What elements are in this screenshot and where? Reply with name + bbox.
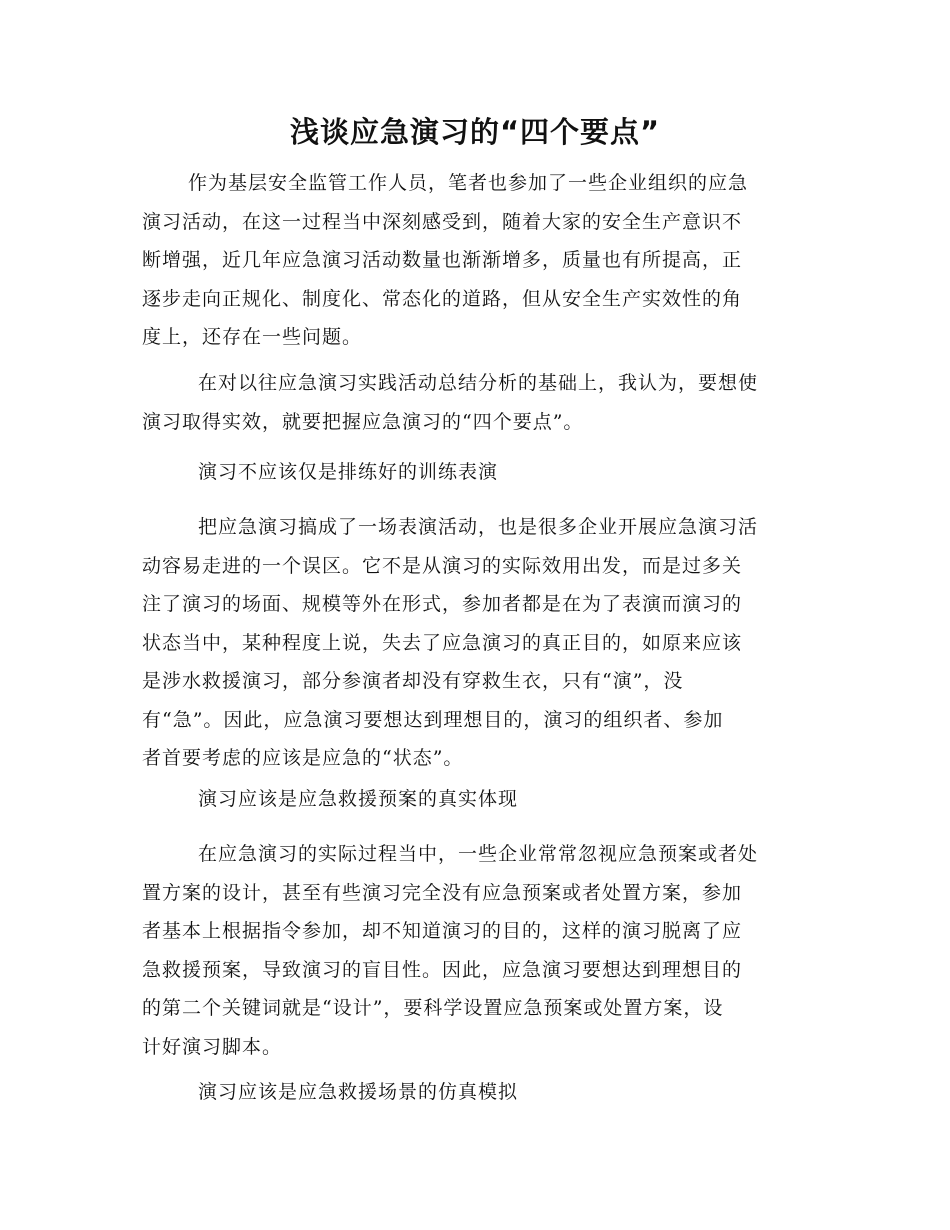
document-title: 浅谈应急演习的“四个要点” — [289, 115, 661, 149]
paragraph-line: 急救援预案，导致演习的盲目性。因此，应急演习要想达到理想目的 — [142, 958, 743, 981]
paragraph-line: 在应急演习的实际过程当中，一些企业常常忽视应急预案或者处 — [198, 843, 759, 865]
section-heading-2 — [142, 780, 808, 819]
paragraph-line: 在对以往应急演习实践活动总结分析的基础上，我认为，要想使 — [198, 372, 759, 394]
paragraph-line: 计好演习脚本。 — [142, 1035, 283, 1058]
paragraph-line: 度上，还存在一些问题。 — [142, 326, 363, 348]
paragraph-line: 注了演习的场面、规模等外在形式，参加者都是在为了表演而演习的 — [142, 593, 743, 615]
section-heading-3 — [142, 1073, 808, 1112]
paragraph-line: 状态当中，某种程度上说，失去了应急演习的真正目的，如原来应该 — [142, 631, 743, 654]
paragraph-line: 把应急演习搞成了一场表演活动，也是很多企业开展应急演习活 — [198, 516, 759, 538]
paragraph-section-1 — [142, 508, 808, 778]
paragraph-line: 置方案的设计，甚至有些演习完全没有应急预案或者处置方案，参加 — [142, 881, 743, 904]
paragraph-line: 作为基层安全监管工作人员，笔者也参加了一些企业组织的应急 — [188, 172, 749, 194]
paragraph-line: 断增强，近几年应急演习活动数量也渐渐增多，质量也有所提高，正 — [142, 249, 743, 271]
paragraph-thesis — [142, 364, 808, 441]
paragraph-line: 动容易走进的一个误区。它不是从演习的实际效用出发，而是过多关 — [142, 554, 743, 577]
paragraph-line: 有“急”。因此，应急演习要想达到理想目的，演习的组织者、参加 — [142, 708, 724, 731]
heading-text: 演习不应该仅是排练好的训练表演 — [198, 461, 499, 483]
paragraph-section-2 — [142, 835, 808, 1066]
paragraph-line: 者基本上根据指令参加，却不知道演习的目的，这样的演习脱离了应 — [142, 920, 743, 942]
paragraph-line: 演习活动，在这一过程当中深刻感受到，随着大家的安全生产意识不 — [142, 210, 743, 233]
heading-text: 演习应该是应急救援场景的仿真模拟 — [198, 1081, 519, 1103]
paragraph-line: 演习取得实效，就要把握应急演习的“四个要点”。 — [142, 410, 584, 433]
paragraph-line: 逐步走向正规化、制度化、常态化的道路，但从安全生产实效性的角 — [142, 287, 743, 310]
section-heading-1 — [142, 453, 808, 492]
paragraph-line: 的第二个关键词就是“设计”，要科学设置应急预案或处置方案，设 — [142, 997, 724, 1019]
paragraph-intro — [142, 164, 808, 357]
paragraph-line: 是涉水救援演习，部分参演者却没有穿救生衣，只有“演”，没 — [142, 670, 684, 692]
heading-text: 演习应该是应急救援预案的真实体现 — [198, 788, 519, 810]
paragraph-line: 者首要考虑的应该是应急的“状态”。 — [142, 747, 464, 769]
